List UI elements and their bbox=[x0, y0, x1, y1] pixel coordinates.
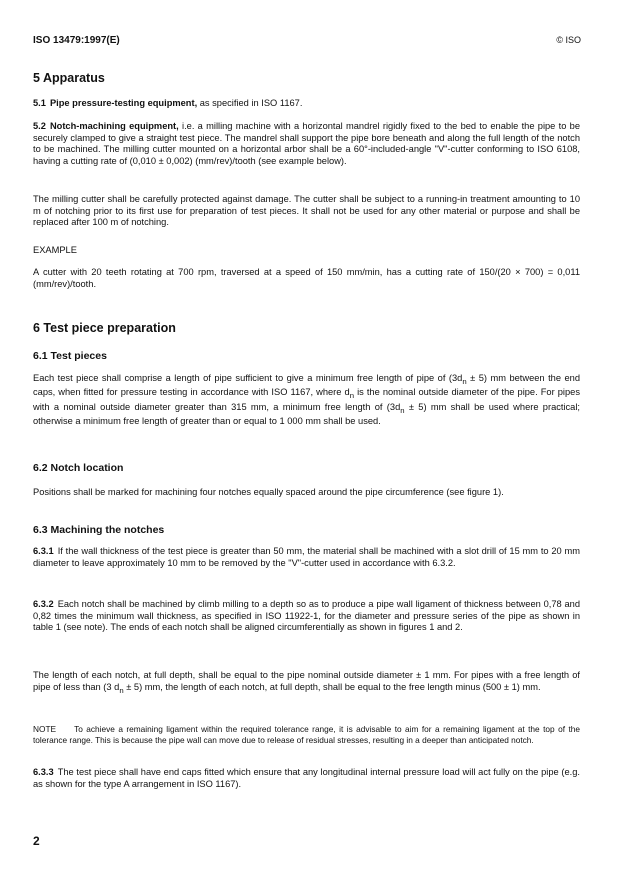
clause-number: 6.3.3 bbox=[33, 767, 54, 777]
text: ± 5) mm, the length of each notch, at full depth, shall be equal to the free length minus (500 ± 1) mm. bbox=[123, 681, 541, 692]
paragraph-test-pieces bbox=[33, 373, 580, 428]
page-number: 2 bbox=[33, 834, 40, 848]
note-label: NOTE bbox=[33, 724, 57, 734]
text: Each test piece shall comprise a length of pipe sufficient to give a minimum free length of pipe of (3d bbox=[33, 373, 463, 383]
paragraph-notch-location: Positions shall be marked for machining four notches equally spaced around the pipe circumference (see figure 1). bbox=[33, 487, 504, 497]
clause-number: 6.3.1 bbox=[33, 546, 54, 556]
clause-title: Notch-machining equipment, bbox=[49, 121, 179, 131]
copyright: © ISO bbox=[556, 35, 581, 45]
section-6-heading: 6 Test piece preparation bbox=[33, 321, 176, 335]
clause-text: i.e. a milling machine with a horizontal mandrel rigidly fixed to the bed to enable the pipe to be securely clamped to give a straight test piece. The mandrel shall support the pipe bore beneath and along the full length of the notch to be machined. The milling cutter mounted on a horizontal arbor shall be a 60°-included-angle "V"-cutter conforming to ISO 6108, having a cutting rate of (0,010 ± 0,002) (mm/rev)/tooth (see example below). bbox=[33, 121, 580, 166]
section-6-3-heading: 6.3 Machining the notches bbox=[33, 524, 165, 536]
text: is the nominal outside diameter of the pipe. For pipes with a nominal outside diameter greater than 315 mm, a minimum free length of (3d bbox=[33, 387, 580, 412]
paragraph-notch-length bbox=[33, 670, 580, 696]
clause-5-1 bbox=[33, 98, 580, 110]
clause-number: 6.3.2 bbox=[33, 599, 54, 609]
subscript: n bbox=[400, 405, 405, 415]
example-text: A cutter with 20 teeth rotating at 700 rpm, traversed at a speed of 150 mm/min, has a cutting rate of 150/(20 × 700) = 0,011 (mm/rev)/tooth. bbox=[33, 267, 580, 289]
clause-number: 5.2 bbox=[33, 121, 46, 131]
note-text: To achieve a remaining ligament within the required tolerance range, it is advisable to aim for a remaining ligament at the top of the tolerance range. This is because the pipe wall can move due to release of residual stresses, resulting in a deeper than anticipated notch. bbox=[33, 724, 580, 745]
paragraph-cutter-protection: The milling cutter shall be carefully protected against damage. The cutter shall be subject to a running-in treatment amounting to 10 m of notching prior to its first use for preparation of test pieces. It shall not be used for any other material or purpose and shall be replaced after 100 m of notching. bbox=[33, 194, 580, 228]
text: ± 5) mm shall be used where practical; otherwise a minimum free length of greater than or equal to 1 000 mm shall be used. bbox=[33, 401, 581, 427]
clause-6-3-2 bbox=[33, 599, 580, 634]
subscript: n bbox=[462, 376, 467, 386]
subscript: n bbox=[119, 685, 124, 695]
section-6-1-heading: 6.1 Test pieces bbox=[33, 350, 107, 362]
note bbox=[33, 724, 580, 746]
subscript: n bbox=[349, 391, 354, 401]
clause-6-3-1 bbox=[33, 546, 580, 569]
clause-text: If the wall thickness of the test piece is greater than 50 mm, the material shall be machined with a slot drill of 15 mm to 20 mm diameter to leave approximately 10 mm to be removed by the "V"-cutter used in accordance with 6.3.2. bbox=[33, 546, 580, 568]
clause-text: Each notch shall be machined by climb milling to a depth so as to produce a pipe wall ligament of thickness between 0,78 and 0,82 times the minimum wall thickness, as specified in ISO 11922-1, for the diameter and pressure series of the pipe as shown in table 1 (see note). The ends of each notch shall be aligned circumferentially as shown in figures 1 and 2. bbox=[33, 599, 580, 633]
clause-text: The test piece shall have end caps fitted which ensure that any longitudinal internal pressure load will act fully on the pipe (e.g. as shown for the type A arrangement in ISO 1167). bbox=[33, 767, 580, 789]
section-5-heading: 5 Apparatus bbox=[33, 71, 105, 85]
document-id: ISO 13479:1997(E) bbox=[33, 35, 120, 46]
text: The length of each notch, at full depth, shall be equal to the pipe nominal outside diameter ± 1 mm. For pipes with a free length of pipe of less than (3 d bbox=[33, 670, 580, 692]
clause-5-2 bbox=[33, 121, 580, 167]
text: ± 5) mm between the end caps, when fitted for pressure testing in accordance with ISO 1167, where d bbox=[33, 373, 581, 398]
clause-number: 5.1 bbox=[33, 98, 46, 108]
clause-6-3-3 bbox=[33, 767, 580, 790]
clause-title: Pipe pressure-testing equipment, bbox=[49, 98, 198, 108]
example-label: EXAMPLE bbox=[33, 245, 77, 255]
clause-text: as specified in ISO 1167. bbox=[197, 98, 303, 108]
section-6-2-heading: 6.2 Notch location bbox=[33, 462, 124, 474]
